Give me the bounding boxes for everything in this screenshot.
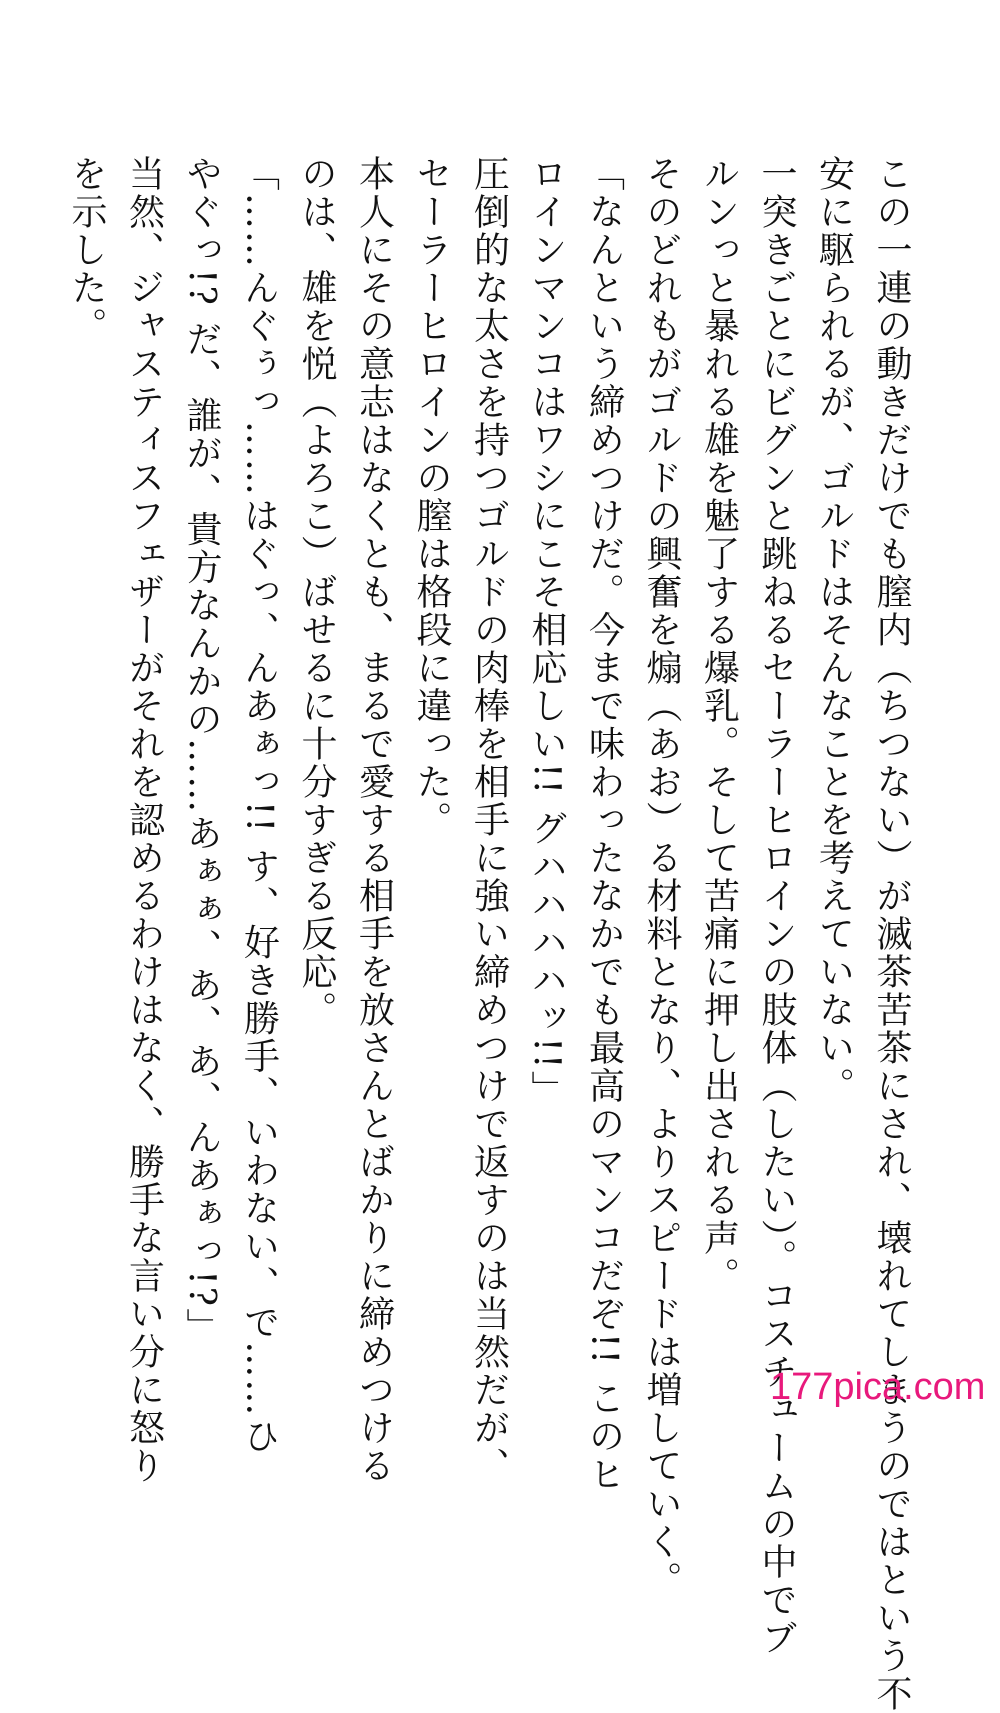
text-line-3: 一突きごとにビグンと跳ねるセーラーヒロインの肢体（したい）。コスチュームの中でブ xyxy=(756,155,797,1657)
text-line-12: 「……んぐぅっ……はぐっ、んあぁっ!! す、好き勝手、いわない、で……ひ xyxy=(238,155,280,1456)
text-line-11: のは、雄を悦（よろこ）ばせるに十分すぎる反応。 xyxy=(296,155,337,1029)
text-line-13: やぐっ!? だ、誰が、貴方なんかの……あぁぁ、あ、あ、んあぁっ!?」 xyxy=(181,155,222,1346)
text-line-2: 安に駆られるが、ゴルドはそんなことを考えていない。 xyxy=(813,155,855,1105)
text-line-7: ロインマンコはワシにこそ相応しい!! グハハハハッ!!」 xyxy=(526,155,567,1109)
text-line-4: ルンっと暴れる雄を魅了する爆乳。そして苦痛に押し出される声。 xyxy=(698,155,740,1295)
text-line-14: 当然、ジャスティスフェザーがそれを認めるわけはなく、勝手な言い分に怒り xyxy=(123,155,165,1485)
text-line-10: 本人にその意志はなくとも、まるで愛する相手を放さんとばかりに締めつける xyxy=(353,155,395,1485)
text-line-5: そのどれもがゴルドの興奮を煽（あお）る材料となり、よりスピードは増していく。 xyxy=(641,155,682,1599)
text-line-6: 「なんという締めつけだ。今まで味わったなかでも最高のマンコだぞ!! このヒ xyxy=(583,155,625,1494)
site-watermark: 177pica.com xyxy=(770,1366,986,1408)
text-line-8: 圧倒的な太さを持つゴルドの肉棒を相手に強い締めつけで返すのは当然だが、 xyxy=(468,155,510,1485)
text-line-9: セーラーヒロインの膣は格段に違った。 xyxy=(411,155,452,839)
text-line-15: を示した。 xyxy=(66,155,107,345)
text-line-1: この一連の動きだけでも膣内（ちつない）が滅茶苦茶にされ、壊れてしまうのではという不 xyxy=(871,155,912,1713)
